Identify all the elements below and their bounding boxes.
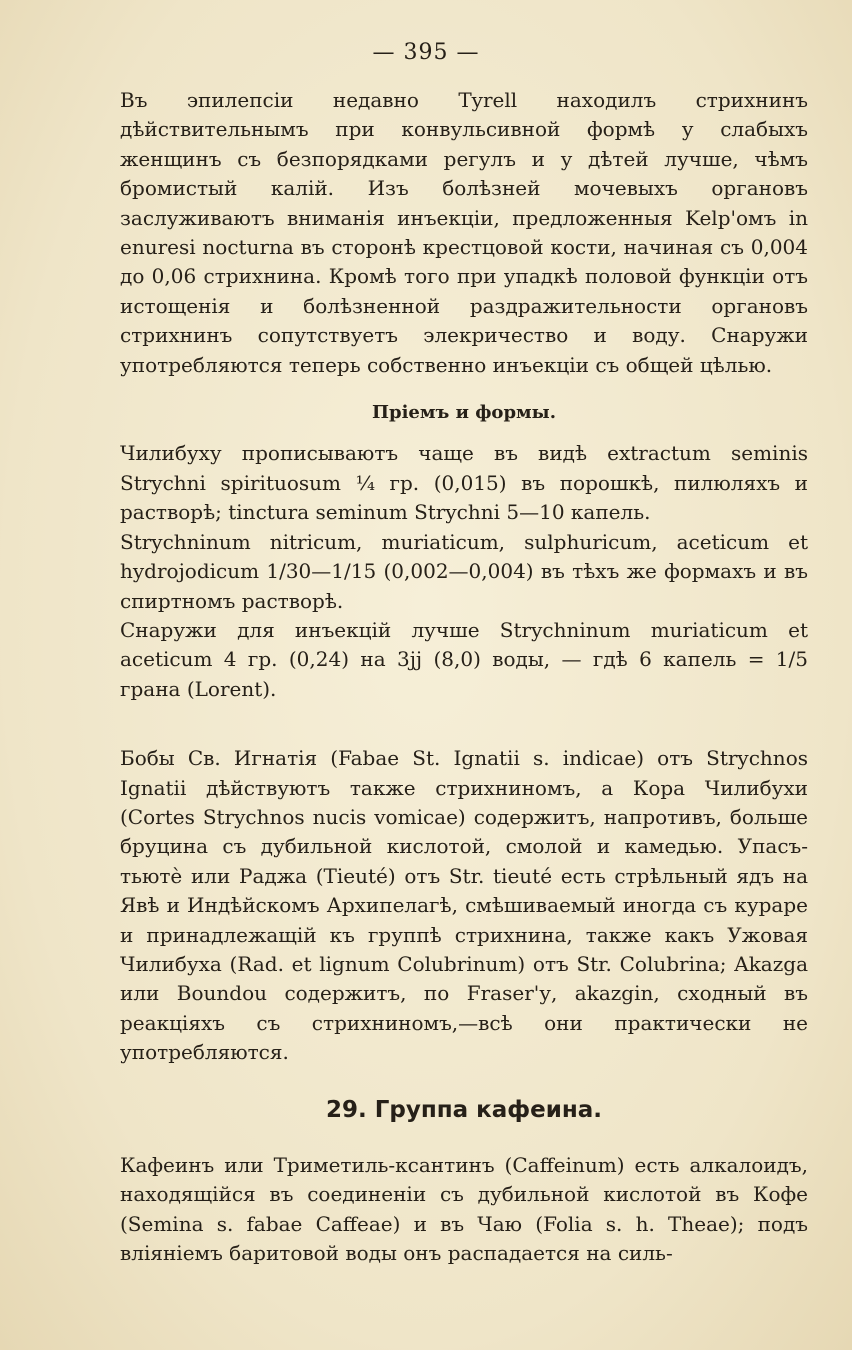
page-body <box>120 86 808 1269</box>
paragraph-epilepsy: Въ эпилепсіи недавно Tyrell находилъ стрихнинъ дѣйствительнымъ при конвульсивной формѣ у слабыхъ женщинъ съ безпорядками регулъ и у дѣтей лучше, чѣмъ бромистый калій. Изъ болѣзней мочевыхъ органовъ заслуживаютъ вниманія инъекціи, предложенныя Kelp'омъ in enuresi nocturna въ сторонѣ крестцовой кости, начиная съ 0,004 до 0,06 стрихнина. Кромѣ того при упадкѣ половой функціи отъ истощенія и болѣзненной раздражительности органовъ стрихнинъ сопутствуетъ элекричество и воду. Снаружи употребляются теперь собственно инъекціи съ общей цѣлью. <box>120 88 808 377</box>
section-heading: 29. Группа кафеина. <box>326 1096 602 1123</box>
paragraph-caffeine: Кафеинъ или Триметиль-ксантинъ (Caffeinum) есть алкалоидъ, находящійся въ соединеніи съ дубильной кислотой въ Кофе (Semina s. fabae Caffeae) и въ Чаю (Folia s. h. Theae); подъ вліяніемъ баритовой воды онъ распадается на силь- <box>120 1153 808 1266</box>
spacer <box>120 704 808 744</box>
subheading-dosage-forms: Пріемъ и формы. <box>372 402 556 424</box>
paragraph-injections: Снаружи для инъекцій лучше Strychninum muriaticum et aceticum 4 гр. (0,24) на 3jj (8,0) воды, — гдѣ 6 капель = 1/5 грана (Lorent). <box>120 617 808 701</box>
paragraph-ignatius-beans: Бобы Св. Игнатія (Fabae St. Ignatii s. indicae) отъ Strychnos Ignatii дѣйствуютъ также стрихниномъ, а Кора Чилибухи (Cortes Strychnos nucis vomicae) содержитъ, напротивъ, больше бруцина съ дубильной кислотой, смолой и камедью. Упасъ-тьютѐ или Раджа (Tieuté) отъ Str. tieuté есть стрѣльный ядъ на Явѣ и Индѣйскомъ Архипелагѣ, смѣшиваемый иногда съ кураре и принадлежащій къ группѣ стрихнина, также какъ Ужовая Чилибуха (Rad. et lignum Colubrinum) отъ Str. Colubrina; Akazga или Boundou содержитъ, по Fraser'у, akazgin, сходный въ реакціяхъ съ стрихниномъ,—всѣ они практически не употребляются. <box>120 746 808 1065</box>
page-number: — 395 — <box>372 40 480 65</box>
paragraph-salts: Strychninum nitricum, muriaticum, sulphuricum, aceticum et hydrojodicum 1/30—1/15 (0,002—0,004) въ тѣхъ же формахъ и въ спиртномъ растворѣ. <box>120 529 808 613</box>
paragraph-extract: Чилибуху прописываютъ чаще въ видѣ extractum seminis Strychni spirituosum ¼ гр. (0,015) въ порошкѣ, пилюляхъ и растворѣ; tinctura seminum Strychni 5—10 капель. <box>120 441 808 525</box>
